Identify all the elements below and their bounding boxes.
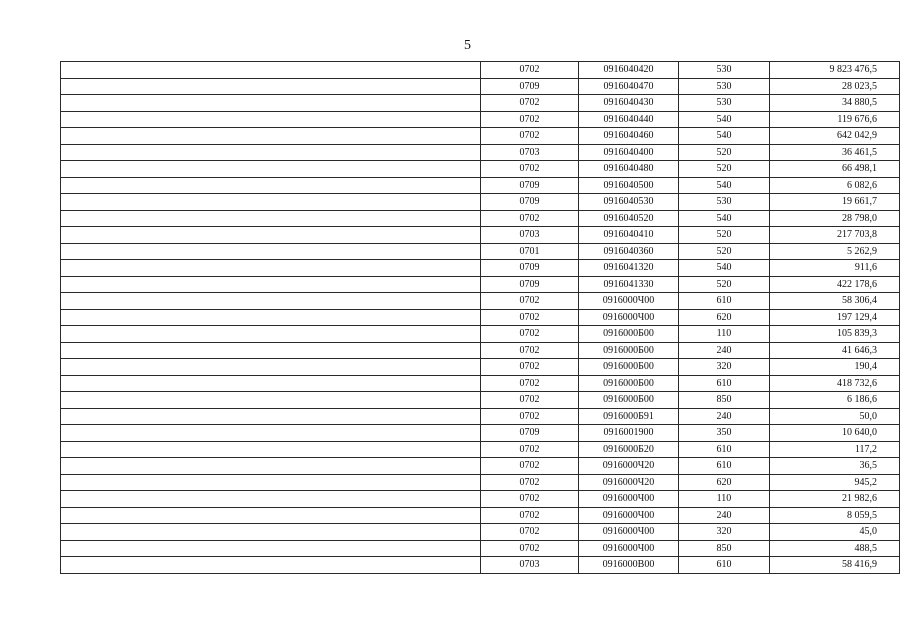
cell-expense-type: 530 <box>679 62 770 79</box>
cell-amount: 217 703,8 <box>770 227 900 244</box>
cell-amount: 58 306,4 <box>770 293 900 310</box>
cell-section-code: 0702 <box>481 524 579 541</box>
cell-name <box>61 557 481 574</box>
cell-name <box>61 392 481 409</box>
cell-amount: 105 839,3 <box>770 326 900 343</box>
cell-amount: 911,6 <box>770 260 900 277</box>
cell-section-code: 0702 <box>481 474 579 491</box>
cell-amount: 642 042,9 <box>770 128 900 145</box>
cell-amount: 8 059,5 <box>770 507 900 524</box>
cell-name <box>61 507 481 524</box>
cell-target-code: 0916000Б20 <box>579 441 679 458</box>
cell-name <box>61 458 481 475</box>
cell-section-code: 0702 <box>481 326 579 343</box>
table-row <box>61 408 900 425</box>
cell-expense-type: 350 <box>679 425 770 442</box>
cell-amount: 45,0 <box>770 524 900 541</box>
cell-target-code: 0916040520 <box>579 210 679 227</box>
cell-target-code: 0916000Б00 <box>579 375 679 392</box>
cell-target-code: 0916040470 <box>579 78 679 95</box>
cell-name <box>61 309 481 326</box>
table-row <box>61 227 900 244</box>
cell-expense-type: 540 <box>679 128 770 145</box>
cell-expense-type: 610 <box>679 441 770 458</box>
cell-amount: 9 823 476,5 <box>770 62 900 79</box>
cell-expense-type: 110 <box>679 491 770 508</box>
cell-section-code: 0709 <box>481 194 579 211</box>
cell-expense-type: 530 <box>679 95 770 112</box>
cell-target-code: 0916041320 <box>579 260 679 277</box>
cell-name <box>61 260 481 277</box>
cell-section-code: 0702 <box>481 507 579 524</box>
table-row <box>61 194 900 211</box>
cell-amount: 190,4 <box>770 359 900 376</box>
cell-target-code: 0916000В00 <box>579 557 679 574</box>
cell-expense-type: 610 <box>679 293 770 310</box>
table-row <box>61 326 900 343</box>
table-row <box>61 95 900 112</box>
cell-target-code: 0916000Ч00 <box>579 309 679 326</box>
cell-target-code: 0916000Ч00 <box>579 293 679 310</box>
cell-target-code: 0916000Б00 <box>579 359 679 376</box>
cell-expense-type: 530 <box>679 194 770 211</box>
cell-section-code: 0702 <box>481 293 579 310</box>
cell-expense-type: 110 <box>679 326 770 343</box>
cell-section-code: 0702 <box>481 375 579 392</box>
cell-target-code: 0916000Б00 <box>579 326 679 343</box>
cell-expense-type: 520 <box>679 144 770 161</box>
cell-amount: 6 082,6 <box>770 177 900 194</box>
cell-target-code: 0916000Ч00 <box>579 507 679 524</box>
cell-section-code: 0703 <box>481 557 579 574</box>
cell-target-code: 0916001900 <box>579 425 679 442</box>
cell-target-code: 0916040360 <box>579 243 679 260</box>
cell-section-code: 0702 <box>481 540 579 557</box>
cell-expense-type: 520 <box>679 227 770 244</box>
cell-expense-type: 850 <box>679 540 770 557</box>
cell-target-code: 0916040480 <box>579 161 679 178</box>
cell-expense-type: 610 <box>679 557 770 574</box>
table-row <box>61 260 900 277</box>
cell-name <box>61 210 481 227</box>
cell-target-code: 0916000Ч00 <box>579 540 679 557</box>
cell-target-code: 0916000Ч20 <box>579 458 679 475</box>
table-row <box>61 392 900 409</box>
cell-amount: 945,2 <box>770 474 900 491</box>
cell-section-code: 0702 <box>481 408 579 425</box>
cell-name <box>61 474 481 491</box>
cell-amount: 66 498,1 <box>770 161 900 178</box>
table-row <box>61 128 900 145</box>
cell-expense-type: 530 <box>679 78 770 95</box>
table-row <box>61 359 900 376</box>
cell-target-code: 0916040500 <box>579 177 679 194</box>
table-row <box>61 540 900 557</box>
cell-name <box>61 144 481 161</box>
cell-name <box>61 524 481 541</box>
cell-section-code: 0702 <box>481 392 579 409</box>
cell-amount: 50,0 <box>770 408 900 425</box>
cell-name <box>61 243 481 260</box>
cell-section-code: 0702 <box>481 111 579 128</box>
cell-name <box>61 62 481 79</box>
table-row <box>61 62 900 79</box>
table-row <box>61 111 900 128</box>
cell-expense-type: 620 <box>679 474 770 491</box>
cell-expense-type: 240 <box>679 507 770 524</box>
cell-amount: 488,5 <box>770 540 900 557</box>
cell-name <box>61 540 481 557</box>
cell-name <box>61 359 481 376</box>
budget-table-body <box>61 62 900 574</box>
cell-expense-type: 620 <box>679 309 770 326</box>
cell-target-code: 0916040530 <box>579 194 679 211</box>
cell-section-code: 0702 <box>481 210 579 227</box>
cell-name <box>61 441 481 458</box>
cell-expense-type: 240 <box>679 408 770 425</box>
cell-amount: 10 640,0 <box>770 425 900 442</box>
cell-name <box>61 293 481 310</box>
cell-name <box>61 491 481 508</box>
cell-target-code: 0916040440 <box>579 111 679 128</box>
cell-expense-type: 520 <box>679 161 770 178</box>
table-row <box>61 276 900 293</box>
table-row <box>61 557 900 574</box>
cell-expense-type: 540 <box>679 210 770 227</box>
cell-expense-type: 610 <box>679 375 770 392</box>
cell-name <box>61 95 481 112</box>
page-number: 5 <box>464 38 471 53</box>
cell-section-code: 0703 <box>481 144 579 161</box>
cell-expense-type: 520 <box>679 243 770 260</box>
cell-expense-type: 610 <box>679 458 770 475</box>
table-row <box>61 491 900 508</box>
table-row <box>61 507 900 524</box>
budget-table <box>60 61 900 574</box>
cell-name <box>61 342 481 359</box>
cell-expense-type: 850 <box>679 392 770 409</box>
cell-name <box>61 425 481 442</box>
cell-name <box>61 276 481 293</box>
cell-section-code: 0702 <box>481 359 579 376</box>
cell-name <box>61 375 481 392</box>
cell-name <box>61 408 481 425</box>
cell-amount: 28 798,0 <box>770 210 900 227</box>
cell-target-code: 0916040400 <box>579 144 679 161</box>
cell-expense-type: 540 <box>679 260 770 277</box>
cell-section-code: 0709 <box>481 260 579 277</box>
cell-amount: 117,2 <box>770 441 900 458</box>
cell-name <box>61 111 481 128</box>
cell-target-code: 0916000Б00 <box>579 392 679 409</box>
table-row <box>61 441 900 458</box>
cell-expense-type: 240 <box>679 342 770 359</box>
cell-section-code: 0702 <box>481 491 579 508</box>
cell-amount: 36,5 <box>770 458 900 475</box>
cell-name <box>61 128 481 145</box>
cell-section-code: 0702 <box>481 128 579 145</box>
cell-section-code: 0703 <box>481 227 579 244</box>
cell-amount: 21 982,6 <box>770 491 900 508</box>
table-row <box>61 524 900 541</box>
table-row <box>61 243 900 260</box>
cell-amount: 19 661,7 <box>770 194 900 211</box>
cell-amount: 34 880,5 <box>770 95 900 112</box>
cell-section-code: 0702 <box>481 95 579 112</box>
cell-target-code: 0916040460 <box>579 128 679 145</box>
cell-target-code: 0916041330 <box>579 276 679 293</box>
table-row <box>61 342 900 359</box>
table-row <box>61 177 900 194</box>
cell-section-code: 0702 <box>481 161 579 178</box>
cell-target-code: 0916000Ч20 <box>579 474 679 491</box>
table-row <box>61 425 900 442</box>
table-row <box>61 144 900 161</box>
table-row <box>61 458 900 475</box>
cell-expense-type: 540 <box>679 111 770 128</box>
cell-target-code: 0916040410 <box>579 227 679 244</box>
cell-expense-type: 520 <box>679 276 770 293</box>
cell-expense-type: 320 <box>679 524 770 541</box>
cell-amount: 6 186,6 <box>770 392 900 409</box>
cell-section-code: 0702 <box>481 458 579 475</box>
table-row <box>61 210 900 227</box>
cell-section-code: 0702 <box>481 309 579 326</box>
table-row <box>61 474 900 491</box>
cell-name <box>61 326 481 343</box>
cell-target-code: 0916040430 <box>579 95 679 112</box>
cell-section-code: 0709 <box>481 276 579 293</box>
cell-expense-type: 320 <box>679 359 770 376</box>
table-row <box>61 375 900 392</box>
cell-target-code: 0916040420 <box>579 62 679 79</box>
table-row <box>61 161 900 178</box>
cell-name <box>61 194 481 211</box>
cell-amount: 41 646,3 <box>770 342 900 359</box>
table-row <box>61 293 900 310</box>
cell-target-code: 0916000Б00 <box>579 342 679 359</box>
cell-target-code: 0916000Ч00 <box>579 524 679 541</box>
cell-expense-type: 540 <box>679 177 770 194</box>
cell-amount: 418 732,6 <box>770 375 900 392</box>
cell-amount: 5 262,9 <box>770 243 900 260</box>
cell-section-code: 0709 <box>481 177 579 194</box>
cell-name <box>61 177 481 194</box>
cell-amount: 197 129,4 <box>770 309 900 326</box>
cell-section-code: 0702 <box>481 62 579 79</box>
cell-name <box>61 161 481 178</box>
cell-target-code: 0916000Ч00 <box>579 491 679 508</box>
cell-section-code: 0702 <box>481 342 579 359</box>
cell-amount: 422 178,6 <box>770 276 900 293</box>
cell-section-code: 0709 <box>481 78 579 95</box>
cell-name <box>61 78 481 95</box>
cell-section-code: 0701 <box>481 243 579 260</box>
cell-amount: 28 023,5 <box>770 78 900 95</box>
cell-name <box>61 227 481 244</box>
cell-amount: 36 461,5 <box>770 144 900 161</box>
cell-amount: 58 416,9 <box>770 557 900 574</box>
cell-amount: 119 676,6 <box>770 111 900 128</box>
cell-target-code: 0916000Б91 <box>579 408 679 425</box>
cell-section-code: 0702 <box>481 441 579 458</box>
table-row <box>61 309 900 326</box>
cell-section-code: 0709 <box>481 425 579 442</box>
table-row <box>61 78 900 95</box>
